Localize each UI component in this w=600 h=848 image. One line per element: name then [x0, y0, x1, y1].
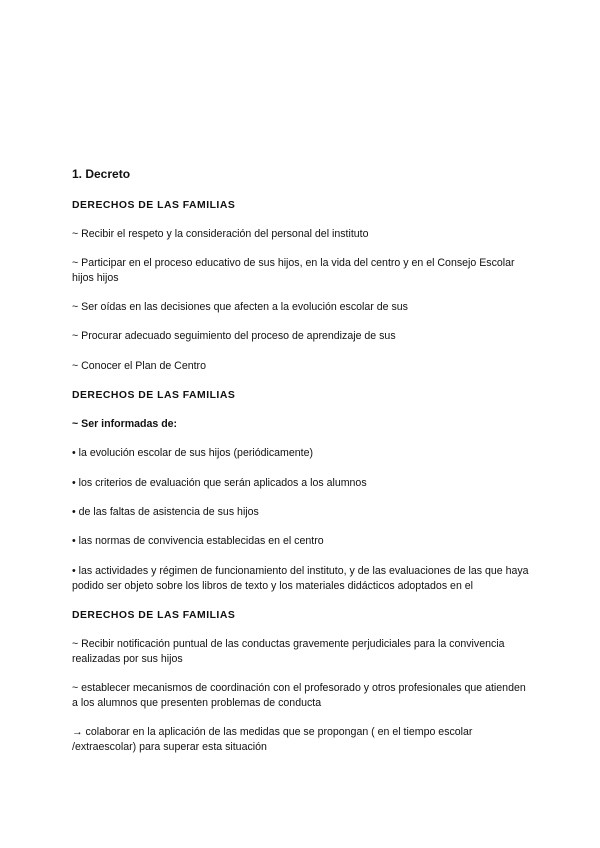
- list-item: ~ establecer mecanismos de coordinación con el profesorado y otros profesionales que atienden a los alumnos que presenten problemas de conducta: [72, 682, 526, 709]
- list-item: ~ Recibir notificación puntual de las conductas gravemente perjudiciales para la convivencia realizadas por sus hijos: [72, 638, 505, 665]
- page-title: 1. Decreto: [72, 167, 131, 181]
- list-item: • de las faltas de asistencia de sus hijos: [72, 506, 259, 518]
- section-heading: DERECHOS DE LAS FAMILIAS: [72, 610, 236, 621]
- list-item: • las actividades y régimen de funcionamiento del instituto, y de las evaluaciones de las que haya podido ser objeto sobre los libros de texto y los materiales didácticos adoptados en el: [72, 565, 529, 592]
- list-item: ~ Conocer el Plan de Centro: [72, 360, 206, 372]
- list-item: ~ Recibir el respeto y la consideración del personal del instituto: [72, 228, 369, 240]
- section-subheading: ~ Ser informadas de:: [72, 418, 178, 430]
- section-heading: DERECHOS DE LAS FAMILIAS: [72, 390, 236, 401]
- list-item: • la evolución escolar de sus hijos (periódicamente): [72, 447, 314, 459]
- section-heading: DERECHOS DE LAS FAMILIAS: [72, 200, 236, 211]
- list-item: ~ Participar en el proceso educativo de sus hijos, en la vida del centro y en el Consejo Escolar hijos hijos: [72, 257, 515, 284]
- list-item: ~ Ser oídas en las decisiones que afecten a la evolución escolar de sus: [72, 301, 408, 313]
- list-item: • las normas de convivencia establecidas en el centro: [72, 535, 324, 547]
- list-item: ~ Procurar adecuado seguimiento del proceso de aprendizaje de sus: [72, 330, 396, 342]
- list-item: • los criterios de evaluación que serán aplicados a los alumnos: [72, 477, 367, 489]
- list-item: → colaborar en la aplicación de las medidas que se propongan ( en el tiempo escolar /extraescolar) para superar esta situación: [72, 726, 473, 753]
